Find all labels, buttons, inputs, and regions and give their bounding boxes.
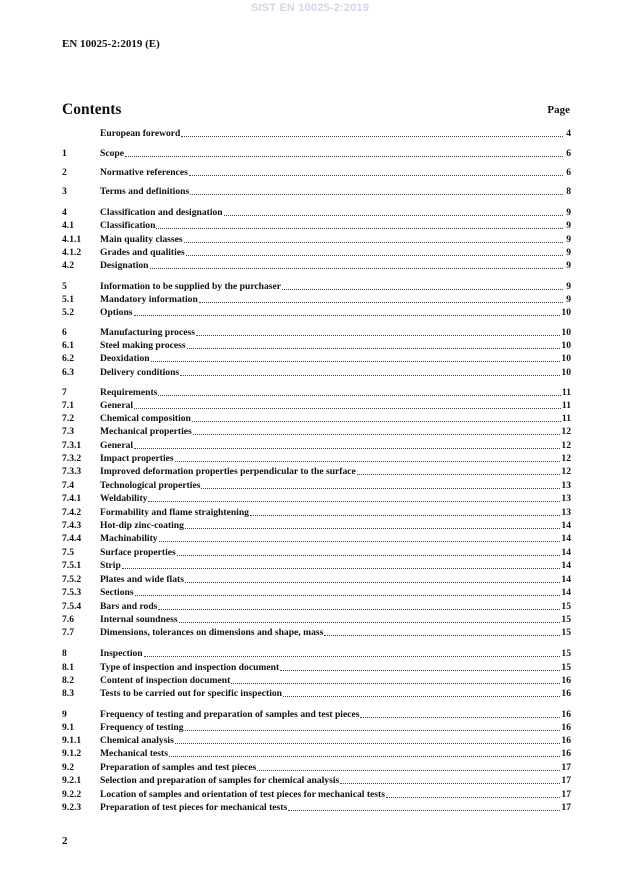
toc-leader-dots bbox=[150, 259, 563, 269]
toc-entry-number: 7.4.2 bbox=[62, 507, 82, 518]
toc-entry-number: 9.1 bbox=[62, 722, 74, 733]
toc-entry-page: 13 bbox=[561, 507, 571, 518]
toc-leader-dots bbox=[282, 280, 563, 290]
toc-leader-dots bbox=[224, 206, 563, 216]
toc-entry-label: Tests to be carried out for specific inspection bbox=[100, 688, 282, 699]
toc-leader-dots bbox=[151, 352, 561, 362]
toc-entry-number: 7.3.1 bbox=[62, 440, 82, 451]
toc-entry-label: European foreword bbox=[100, 128, 181, 139]
toc-entry[interactable] bbox=[62, 687, 571, 700]
toc-entry[interactable] bbox=[62, 293, 571, 306]
toc-leader-dots bbox=[134, 439, 560, 449]
toc-entry-label: Improved deformation properties perpendicular to the surface bbox=[100, 466, 356, 477]
toc-entry-page: 16 bbox=[561, 709, 571, 720]
toc-entry-label: Frequency of testing bbox=[100, 722, 184, 733]
toc-leader-dots bbox=[159, 532, 561, 542]
toc-entry-page: 16 bbox=[561, 735, 571, 746]
toc-entry-number: 7.3 bbox=[62, 426, 74, 437]
toc-entry-label: Designation bbox=[100, 260, 149, 271]
toc-entry[interactable] bbox=[62, 399, 571, 412]
toc-entry-page: 9 bbox=[566, 294, 571, 305]
toc-entry-label: Technological properties bbox=[100, 480, 201, 491]
toc-entry[interactable] bbox=[62, 661, 571, 674]
toc-title: Contents bbox=[62, 101, 122, 118]
toc-entry-label: Internal soundness bbox=[100, 614, 178, 625]
toc-entry-number: 1 bbox=[62, 148, 67, 159]
toc-entry-label: Mechanical properties bbox=[100, 426, 192, 437]
toc-entry-number: 7.6 bbox=[62, 614, 74, 625]
toc-leader-dots bbox=[175, 452, 561, 462]
toc-entry-label: Inspection bbox=[100, 648, 143, 659]
toc-leader-dots bbox=[280, 661, 560, 671]
toc-entry-number: 7.5 bbox=[62, 547, 74, 558]
toc-entry[interactable] bbox=[62, 747, 571, 760]
toc-entry-number: 9.1.2 bbox=[62, 748, 82, 759]
toc-leader-dots bbox=[177, 546, 561, 556]
toc-leader-dots bbox=[189, 166, 563, 176]
toc-entry[interactable] bbox=[62, 532, 571, 545]
toc-entry-label: Machinability bbox=[100, 533, 158, 544]
toc-entry-page: 13 bbox=[561, 480, 571, 491]
toc-entry-label: Mandatory information bbox=[100, 294, 198, 305]
toc-entry-number: 9 bbox=[62, 709, 67, 720]
toc-entry-page: 12 bbox=[561, 453, 571, 464]
toc-entry-number: 7.7 bbox=[62, 627, 74, 638]
toc-entry-number: 9.2.2 bbox=[62, 789, 82, 800]
toc-entry-page: 10 bbox=[561, 353, 571, 364]
toc-leader-dots bbox=[288, 801, 560, 811]
toc-entry[interactable] bbox=[62, 147, 571, 160]
toc-entry-number: 9.2.3 bbox=[62, 802, 82, 813]
toc-entry[interactable] bbox=[62, 708, 571, 721]
toc-leader-dots bbox=[360, 708, 560, 718]
toc-entry-number: 7.4 bbox=[62, 480, 74, 491]
toc-entry-number: 8.3 bbox=[62, 688, 74, 699]
toc-entry-number: 6.2 bbox=[62, 353, 74, 364]
toc-entry[interactable] bbox=[62, 761, 571, 774]
toc-entry[interactable] bbox=[62, 452, 571, 465]
toc-entry-page: 17 bbox=[561, 775, 571, 786]
toc-entry[interactable] bbox=[62, 546, 571, 559]
toc-entry-page: 12 bbox=[561, 426, 571, 437]
toc-entry-number: 4 bbox=[62, 207, 67, 218]
toc-leader-dots bbox=[135, 586, 561, 596]
toc-entry-label: Content of inspection document bbox=[100, 675, 231, 686]
toc-leader-dots bbox=[122, 559, 561, 569]
toc-entry[interactable] bbox=[62, 219, 571, 232]
toc-leader-dots bbox=[156, 219, 563, 229]
toc-entry-label: Mechanical tests bbox=[100, 748, 168, 759]
toc-entry-label: Deoxidation bbox=[100, 353, 150, 364]
toc-leader-dots bbox=[192, 412, 561, 422]
toc-entry-label: Type of inspection and inspection document bbox=[100, 662, 280, 673]
toc-leader-dots bbox=[185, 519, 560, 529]
toc-entry[interactable] bbox=[62, 366, 571, 379]
toc-entry-label: General bbox=[100, 400, 134, 411]
toc-leader-dots bbox=[179, 613, 561, 623]
toc-entry[interactable] bbox=[62, 573, 571, 586]
toc-entry-number: 4.1.1 bbox=[62, 234, 82, 245]
toc-entry-label: Frequency of testing and preparation of samples and test pieces bbox=[100, 709, 360, 720]
toc-entry-page: 13 bbox=[561, 493, 571, 504]
toc-entry-label: Surface properties bbox=[100, 547, 176, 558]
toc-entry-number: 5.2 bbox=[62, 307, 74, 318]
toc-entry-page: 16 bbox=[561, 675, 571, 686]
toc-leader-dots bbox=[196, 326, 560, 336]
toc-entry[interactable] bbox=[62, 626, 571, 639]
toc-entry[interactable] bbox=[62, 246, 571, 259]
toc-entry[interactable] bbox=[62, 586, 571, 599]
toc-entry-page: 11 bbox=[561, 413, 571, 424]
toc-entry-number: 9.2.1 bbox=[62, 775, 82, 786]
toc-entry-number: 7.2 bbox=[62, 413, 74, 424]
toc-entry-page: 9 bbox=[566, 247, 571, 258]
toc-leader-dots bbox=[324, 626, 560, 636]
toc-entry-number: 7.5.4 bbox=[62, 601, 82, 612]
toc-leader-dots bbox=[184, 233, 563, 243]
toc-entry-label: Steel making process bbox=[100, 340, 186, 351]
toc-leader-dots bbox=[158, 600, 560, 610]
toc-entry[interactable] bbox=[62, 506, 571, 519]
toc-entry-number: 7.5.1 bbox=[62, 560, 82, 571]
toc-entry-page: 15 bbox=[561, 662, 571, 673]
toc-entry-label: Chemical analysis bbox=[100, 735, 174, 746]
toc-entry-number: 3 bbox=[62, 186, 67, 197]
toc-entry[interactable] bbox=[62, 127, 571, 140]
toc-leader-dots bbox=[201, 479, 560, 489]
toc-entry-label: Dimensions, tolerances on dimensions and shape, mass bbox=[100, 627, 324, 638]
toc-entry-label: Plates and wide flats bbox=[100, 574, 184, 585]
toc-entry-number: 6 bbox=[62, 327, 67, 338]
toc-entry-page: 15 bbox=[561, 614, 571, 625]
toc-entry[interactable] bbox=[62, 439, 571, 452]
toc-leader-dots bbox=[158, 386, 561, 396]
toc-entry[interactable] bbox=[62, 352, 571, 365]
toc-entry-label: Preparation of samples and test pieces bbox=[100, 762, 257, 773]
toc-entry-page: 17 bbox=[561, 789, 571, 800]
toc-entry-page: 10 bbox=[561, 340, 571, 351]
toc-entry[interactable] bbox=[62, 166, 571, 179]
toc-entry[interactable] bbox=[62, 734, 571, 747]
toc-entry-label: Delivery conditions bbox=[100, 367, 180, 378]
toc-entry[interactable] bbox=[62, 326, 571, 339]
toc-entry-page: 10 bbox=[561, 307, 571, 318]
toc-entry[interactable] bbox=[62, 519, 571, 532]
toc-entry-number: 8.2 bbox=[62, 675, 74, 686]
toc-entry-number: 7.5.2 bbox=[62, 574, 82, 585]
toc-entry-label: Location of samples and orientation of test pieces for mechanical tests bbox=[100, 789, 385, 800]
toc-entry-label: Requirements bbox=[100, 387, 158, 398]
toc-entry-label: Options bbox=[100, 307, 133, 318]
toc-entry[interactable] bbox=[62, 465, 571, 478]
toc-entry-page: 9 bbox=[566, 260, 571, 271]
toc-entry-page: 15 bbox=[561, 627, 571, 638]
toc-entry[interactable] bbox=[62, 600, 571, 613]
toc-entry[interactable] bbox=[62, 647, 571, 660]
toc-entry[interactable] bbox=[62, 674, 571, 687]
toc-leader-dots bbox=[181, 127, 563, 137]
toc-entry-number: 4.2 bbox=[62, 260, 74, 271]
toc-entry-page: 12 bbox=[561, 440, 571, 451]
toc-leader-dots bbox=[257, 761, 560, 771]
toc-entry-label: Manufacturing process bbox=[100, 327, 195, 338]
toc-leader-dots bbox=[231, 674, 560, 684]
toc-entry[interactable] bbox=[62, 206, 571, 219]
toc-entry[interactable] bbox=[62, 788, 571, 801]
toc-entry[interactable] bbox=[62, 412, 571, 425]
toc-entry-label: Hot-dip zinc-coating bbox=[100, 520, 184, 531]
toc-leader-dots bbox=[175, 734, 561, 744]
toc-leader-dots bbox=[193, 425, 561, 435]
toc-entry[interactable] bbox=[62, 339, 571, 352]
toc-entry-number: 7.3.3 bbox=[62, 466, 82, 477]
toc-entry-number: 7.4.3 bbox=[62, 520, 82, 531]
toc-entry-number: 9.1.1 bbox=[62, 735, 82, 746]
toc-entry-number: 5 bbox=[62, 281, 67, 292]
toc-entry-page: 8 bbox=[566, 186, 571, 197]
toc-entry[interactable] bbox=[62, 386, 571, 399]
toc-entry-label: Weldability bbox=[100, 493, 148, 504]
toc-leader-dots bbox=[125, 147, 563, 157]
toc-entry-page: 17 bbox=[561, 802, 571, 813]
toc-entry-page: 16 bbox=[561, 748, 571, 759]
toc-leader-dots bbox=[386, 788, 560, 798]
toc-leader-dots bbox=[169, 747, 560, 757]
toc-leader-dots bbox=[187, 339, 561, 349]
toc-entry[interactable] bbox=[62, 425, 571, 438]
toc-leader-dots bbox=[144, 647, 561, 657]
toc-entry[interactable] bbox=[62, 492, 571, 505]
toc-entry-page: 15 bbox=[561, 648, 571, 659]
toc-entry-page: 6 bbox=[566, 167, 571, 178]
toc-leader-dots bbox=[190, 185, 563, 195]
toc-entry-page: 11 bbox=[561, 387, 571, 398]
toc-entry-number: 5.1 bbox=[62, 294, 74, 305]
toc-leader-dots bbox=[250, 506, 560, 516]
toc-entry-label: General bbox=[100, 440, 134, 451]
toc-entry-page: 6 bbox=[566, 148, 571, 159]
watermark: SIST EN 10025-2:2019 bbox=[250, 2, 370, 14]
toc-entry-number: 7.4.4 bbox=[62, 533, 82, 544]
toc-entry-label: Terms and definitions bbox=[100, 186, 190, 197]
toc-entry-label: Strip bbox=[100, 560, 121, 571]
toc-entry-page: 12 bbox=[561, 466, 571, 477]
toc-entry[interactable] bbox=[62, 801, 571, 814]
toc-entry[interactable] bbox=[62, 613, 571, 626]
toc-entry-number: 7.4.1 bbox=[62, 493, 82, 504]
toc-leader-dots bbox=[340, 774, 560, 784]
toc-leader-dots bbox=[185, 721, 561, 731]
toc-entry[interactable] bbox=[62, 259, 571, 272]
toc-entry[interactable] bbox=[62, 559, 571, 572]
toc-entry-page: 14 bbox=[561, 520, 571, 531]
toc-entry-label: Scope bbox=[100, 148, 124, 159]
toc-leader-dots bbox=[180, 366, 560, 376]
toc-entry-page: 10 bbox=[561, 327, 571, 338]
toc-entry[interactable] bbox=[62, 774, 571, 787]
toc-entry-page: 9 bbox=[566, 207, 571, 218]
toc-entry-number: 7 bbox=[62, 387, 67, 398]
toc-entry-label: Preparation of test pieces for mechanical tests bbox=[100, 802, 288, 813]
toc-entry-label: Chemical composition bbox=[100, 413, 191, 424]
toc-entry-label: Classification and designation bbox=[100, 207, 223, 218]
toc-entry-label: Main quality classes bbox=[100, 234, 183, 245]
toc-entry[interactable] bbox=[62, 306, 571, 319]
toc-entry-page: 14 bbox=[561, 547, 571, 558]
toc-leader-dots bbox=[185, 573, 560, 583]
toc-entry-number: 6.1 bbox=[62, 340, 74, 351]
toc-leader-dots bbox=[134, 306, 561, 316]
toc-entry-page: 11 bbox=[561, 400, 571, 411]
toc-leader-dots bbox=[357, 465, 561, 475]
toc-entry-page: 10 bbox=[561, 367, 571, 378]
toc-entry-page: 9 bbox=[566, 234, 571, 245]
toc-entry[interactable] bbox=[62, 721, 571, 734]
toc-entry-number: 4.1.2 bbox=[62, 247, 82, 258]
toc-entry-page: 17 bbox=[561, 762, 571, 773]
toc-entry-number: 9.2 bbox=[62, 762, 74, 773]
toc-leader-dots bbox=[186, 246, 563, 256]
toc-entry[interactable] bbox=[62, 185, 571, 198]
toc-entry-page: 14 bbox=[561, 587, 571, 598]
toc-entry-number: 7.3.2 bbox=[62, 453, 82, 464]
toc-entry-page: 14 bbox=[561, 533, 571, 544]
toc-entry-number: 2 bbox=[62, 167, 67, 178]
page-number: 2 bbox=[62, 835, 68, 847]
toc-entry-number: 8.1 bbox=[62, 662, 74, 673]
toc-entry-label: Information to be supplied by the purchaser bbox=[100, 281, 282, 292]
toc-entry-label: Impact properties bbox=[100, 453, 174, 464]
toc-leader-dots bbox=[283, 687, 560, 697]
toc-entry-number: 6.3 bbox=[62, 367, 74, 378]
toc-entry-number: 7.5.3 bbox=[62, 587, 82, 598]
toc-entry-page: 9 bbox=[566, 281, 571, 292]
toc-entry-page: 14 bbox=[561, 560, 571, 571]
toc-entry-label: Bars and rods bbox=[100, 601, 158, 612]
toc-entry-page: 16 bbox=[561, 722, 571, 733]
toc-entry-number: 8 bbox=[62, 648, 67, 659]
toc-entry-label: Classification bbox=[100, 220, 156, 231]
toc-entry-number: 4.1 bbox=[62, 220, 74, 231]
toc-entry[interactable] bbox=[62, 479, 571, 492]
toc-entry-page: 16 bbox=[561, 688, 571, 699]
toc-entry-label: Selection and preparation of samples for chemical analysis bbox=[100, 775, 340, 786]
toc-entry-page: 4 bbox=[566, 128, 571, 139]
toc-leader-dots bbox=[199, 293, 563, 303]
toc-page-column-label: Page bbox=[547, 104, 570, 116]
toc-entry-number: 7.1 bbox=[62, 400, 74, 411]
toc-leader-dots bbox=[148, 492, 560, 502]
toc-entry-label: Grades and qualities bbox=[100, 247, 185, 258]
toc-leader-dots bbox=[134, 399, 561, 409]
toc-entry-label: Formability and flame straightening bbox=[100, 507, 249, 518]
toc-entry-label: Normative references bbox=[100, 167, 188, 178]
toc-entry-page: 15 bbox=[561, 601, 571, 612]
document-id: EN 10025-2:2019 (E) bbox=[62, 38, 160, 50]
toc-entry[interactable] bbox=[62, 233, 571, 246]
toc-entry-page: 14 bbox=[561, 574, 571, 585]
toc-entry-label: Sections bbox=[100, 587, 134, 598]
toc-entry-page: 9 bbox=[566, 220, 571, 231]
toc-entry[interactable] bbox=[62, 280, 571, 293]
